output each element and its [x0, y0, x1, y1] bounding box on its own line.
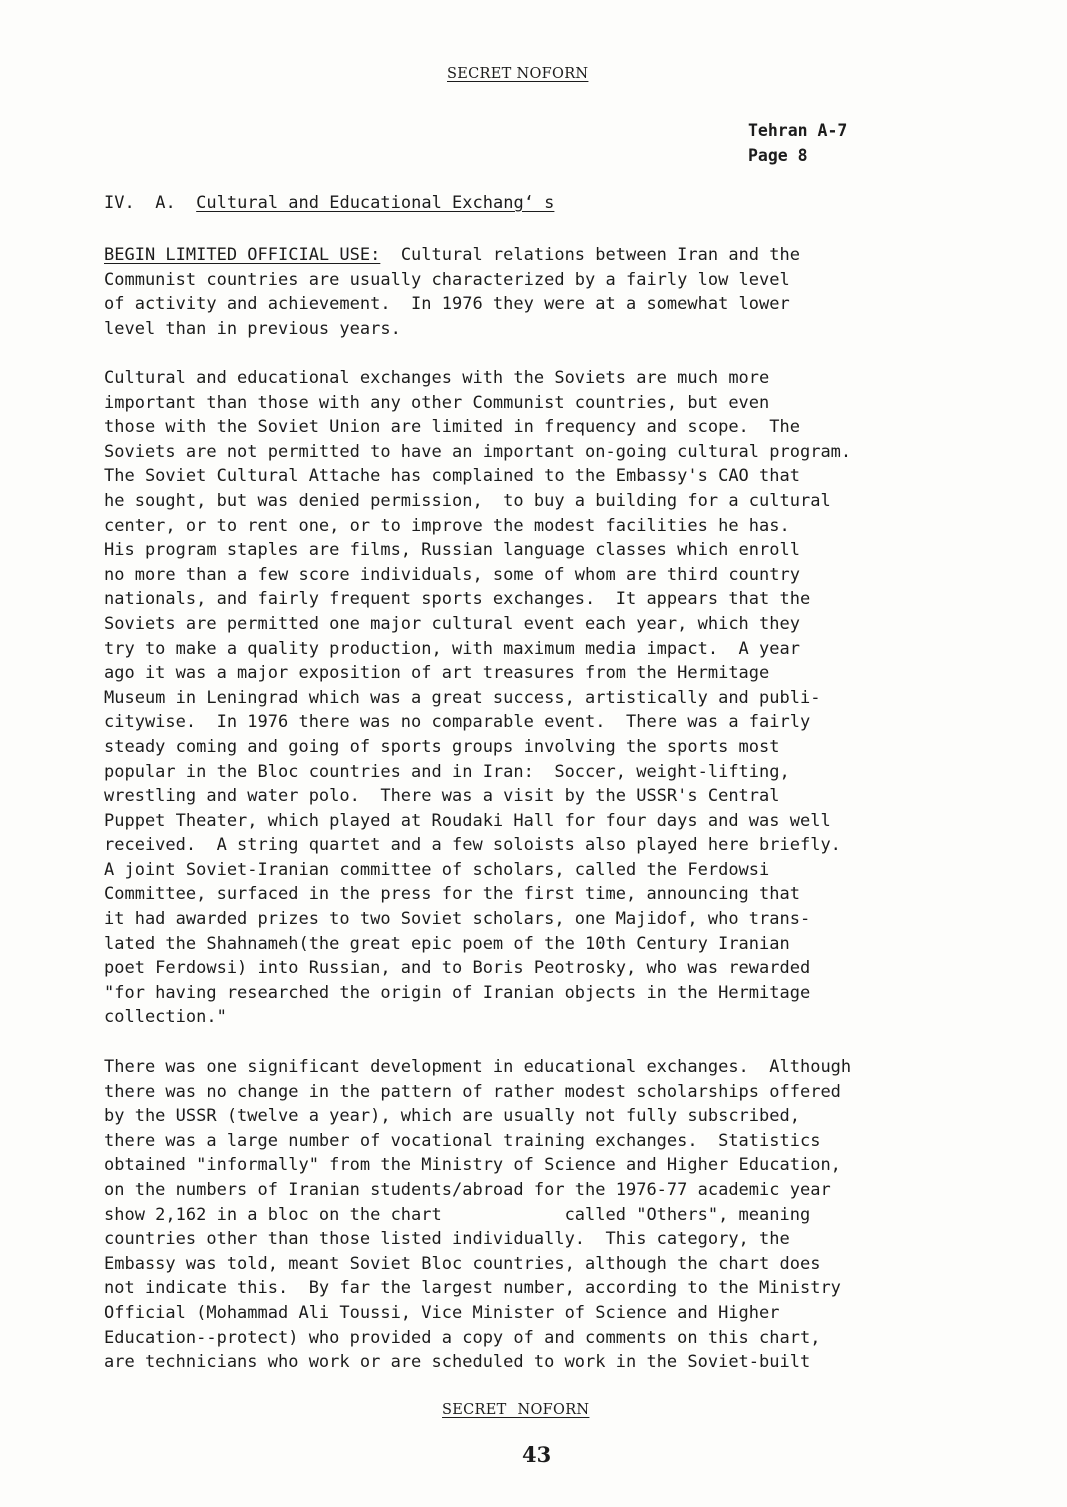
paragraph-line: not indicate this. By far the largest number, according to the Ministry [104, 1278, 841, 1299]
paragraph-line: steady coming and going of sports groups involving the sports most [104, 736, 780, 757]
paragraph-line: wrestling and water polo. There was a visit by the USSR's Central [104, 786, 780, 807]
classification-footer: SECRET NOFORN [442, 1402, 590, 1418]
paragraph-line: by the USSR (twelve a year), which are usually not fully subscribed, [104, 1106, 800, 1127]
section-title: Cultural and Educational Exchang‘ s [196, 193, 555, 213]
paragraph-line-text: Cultural relations between Iran and the [380, 245, 800, 265]
paragraph-line: those with the Soviet Union are limited in frequency and scope. The [104, 417, 800, 438]
paragraph-line: citywise. In 1976 there was no comparable event. There was a fairly [104, 712, 811, 733]
paragraph-line: on the numbers of Iranian students/abroad for the 1976-77 academic year [104, 1179, 831, 1200]
paragraph-line: lated the Shahnameh(the great epic poem of the 10th Century Iranian [104, 933, 790, 954]
section-number: IV. [104, 193, 135, 213]
paragraph-line: level than in previous years. [104, 318, 401, 339]
section-heading [104, 193, 554, 213]
paragraph-line: Museum in Leningrad which was a great success, artistically and publi- [104, 687, 821, 708]
paragraph-line: nationals, and fairly frequent sports exchanges. It appears that the [104, 589, 811, 610]
reference-number: Tehran A-7 [748, 121, 848, 140]
document-reference [748, 118, 847, 168]
paragraph-1 [104, 243, 800, 341]
paragraph-line: try to make a quality production, with maximum media impact. A year [104, 638, 800, 659]
paragraph-line [104, 243, 800, 268]
paragraph-line: Cultural and educational exchanges with the Soviets are much more [104, 368, 770, 388]
paragraph-line: A joint Soviet-Iranian committee of scholars, called the Ferdowsi [104, 859, 770, 880]
paragraph-line: are technicians who work or are scheduled to work in the Soviet-built [104, 1352, 811, 1373]
paragraph-line: poet Ferdowsi) into Russian, and to Boris Peotrosky, who was rewarded [104, 958, 811, 979]
paragraph-line: Puppet Theater, which played at Roudaki Hall for four days and was well [104, 810, 831, 831]
paragraph-line: show 2,162 in a bloc on the chart called "Others", meaning [104, 1204, 811, 1225]
paragraph-line: it had awarded prizes to two Soviet scholars, one Majidof, who trans- [104, 909, 811, 930]
paragraph-line: Education--protect) who provided a copy of and comments on this chart, [104, 1327, 821, 1348]
paragraph-3 [104, 1055, 851, 1375]
paragraph-line: Embassy was told, meant Soviet Bloc countries, although the chart does [104, 1253, 821, 1274]
paragraph-line: ago it was a major exposition of art treasures from the Hermitage [104, 663, 770, 684]
classification-header: SECRET NOFORN [447, 66, 589, 82]
paragraph-line: Committee, surfaced in the press for the first time, announcing that [104, 884, 800, 905]
section-letter: A. [155, 193, 176, 213]
page-number: 43 [522, 1442, 552, 1467]
paragraph-line: important than those with any other Communist countries, but even [104, 392, 770, 413]
paragraph-line: "for having researched the origin of Iranian objects in the Hermitage [104, 982, 811, 1003]
paragraph-line: The Soviet Cultural Attache has complained to the Embassy's CAO that [104, 466, 800, 487]
paragraph-line: received. A string quartet and a few soloists also played here briefly. [104, 835, 841, 856]
paragraph-line: popular in the Bloc countries and in Iran: Soccer, weight-lifting, [104, 761, 790, 782]
paragraph-2 [104, 366, 851, 1030]
paragraph-line: Official (Mohammad Ali Toussi, Vice Minister of Science and Higher [104, 1302, 780, 1323]
paragraph-line: there was no change in the pattern of rather modest scholarships offered [104, 1081, 841, 1102]
paragraph-line: countries other than those listed individually. This category, the [104, 1229, 790, 1250]
paragraph-line: Communist countries are usually characterized by a fairly low level [104, 269, 790, 290]
page-label: Page 8 [748, 146, 808, 165]
paragraph-line: Soviets are not permitted to have an important on-going cultural program. [104, 441, 852, 462]
paragraph-line: there was a large number of vocational training exchanges. Statistics [104, 1130, 821, 1151]
paragraph-line: There was one significant development in educational exchanges. Although [104, 1057, 852, 1077]
paragraph-line: no more than a few score individuals, some of whom are third country [104, 564, 800, 585]
paragraph-line: obtained "informally" from the Ministry of Science and Higher Education, [104, 1155, 841, 1176]
paragraph-line: he sought, but was denied permission, to buy a building for a cultural [104, 490, 831, 511]
paragraph-line: center, or to rent one, or to improve the modest facilities he has. [104, 515, 790, 536]
paragraph-line: collection." [104, 1007, 227, 1028]
paragraph-line: Soviets are permitted one major cultural event each year, which they [104, 613, 800, 634]
limited-official-use-marker: BEGIN LIMITED OFFICIAL USE: [104, 245, 381, 265]
paragraph-line: His program staples are films, Russian language classes which enroll [104, 540, 800, 561]
paragraph-line: of activity and achievement. In 1976 they were at a somewhat lower [104, 294, 790, 315]
